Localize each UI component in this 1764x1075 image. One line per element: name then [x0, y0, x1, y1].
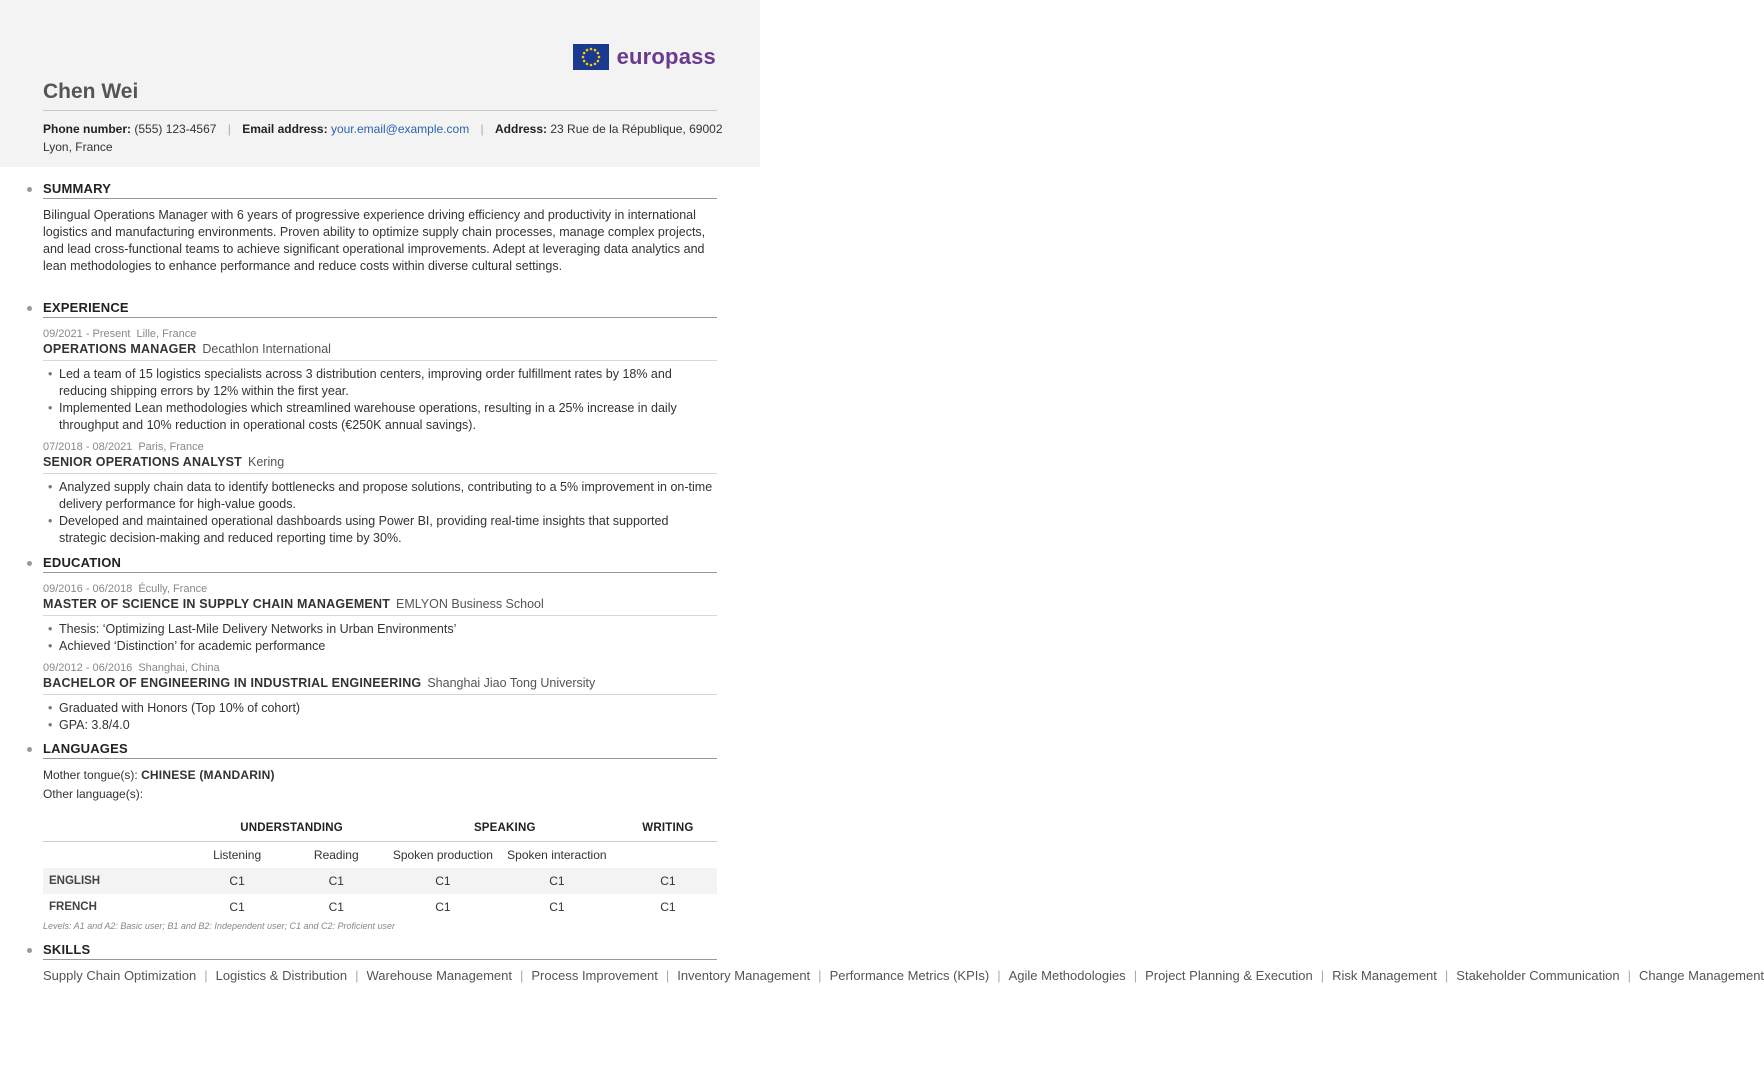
section-bullet: [27, 561, 32, 566]
section-divider: [43, 198, 717, 199]
school: Shanghai Jiao Tong University: [427, 676, 596, 690]
table-subheader-empty: [43, 842, 192, 869]
education-title: EDUCATION: [43, 555, 122, 570]
column-group-speaking: SPEAKING: [391, 815, 619, 842]
degree: BACHELOR OF ENGINEERING IN INDUSTRIAL ENGINEERING: [43, 676, 422, 690]
education-location: Écully, France: [138, 583, 208, 595]
skill-item: Supply Chain Optimization: [43, 968, 197, 983]
experience-title: EXPERIENCE: [43, 300, 129, 315]
education-dates: 09/2016 - 06/2018: [43, 583, 133, 595]
subheader-listening: Listening: [213, 848, 262, 862]
table-header-row: [43, 815, 717, 842]
level-cell: C1: [391, 868, 495, 894]
skill-item: Stakeholder Communication: [1456, 968, 1620, 983]
job-location: Paris, France: [138, 441, 204, 453]
separator: |: [1627, 968, 1631, 983]
levels-note: Levels: A1 and A2: Basic user; B1 and B2: Independent user; C1 and C2: Proficient user: [43, 921, 396, 931]
mother-tongue-label: Mother tongue(s):: [43, 768, 138, 782]
education-bullets: [43, 621, 713, 655]
separator: |: [818, 968, 822, 983]
separator: |: [1320, 968, 1325, 983]
contact-info: [43, 120, 723, 156]
skills-list: [43, 966, 1764, 985]
level-cell: C1: [229, 900, 245, 914]
eu-flag-icon: [573, 44, 609, 70]
language-name: ENGLISH: [43, 868, 192, 894]
list-item: • Achieved ‘Distinction’ for academic performance: [43, 638, 713, 655]
job-location: Lille, France: [136, 328, 197, 340]
job-dates: 07/2018 - 08/2021: [43, 441, 133, 453]
education-location: Shanghai, China: [138, 662, 220, 674]
education-meta: [43, 662, 220, 674]
other-languages-label: Other language(s):: [43, 787, 144, 801]
level-cell: C1: [328, 900, 344, 914]
section-divider: [43, 959, 717, 960]
europass-logo: [573, 44, 716, 70]
job-heading: [43, 455, 284, 469]
level-cell: C1: [192, 868, 281, 894]
language-name: FRENCH: [49, 901, 97, 913]
skill-item: Project Planning & Execution: [1145, 968, 1313, 983]
separator: |: [355, 968, 359, 983]
education-heading: [43, 676, 595, 690]
language-table: [43, 815, 717, 920]
column-group-understanding: UNDERSTANDING: [192, 815, 390, 842]
list-item: • Led a team of 15 logistics specialists across 3 distribution centers, improving order fulfillment rates by 18% and reducing shipping errors by 12% within the first year.: [43, 366, 713, 400]
skill-item: Change Management: [1639, 968, 1764, 983]
mother-tongue: [43, 768, 275, 782]
address-line1: 23 Rue de la République, 69002: [550, 122, 723, 136]
skills-title: SKILLS: [43, 942, 91, 957]
separator: |: [997, 968, 1001, 983]
section-bullet: [27, 187, 32, 192]
skill-item: Inventory Management: [677, 968, 811, 983]
job-dates: 09/2021 - Present: [43, 328, 131, 340]
skill-item: Logistics & Distribution: [215, 968, 348, 983]
section-bullet: [27, 747, 32, 752]
table-header-empty: [43, 815, 192, 842]
separator: |: [665, 968, 670, 983]
level-cell: C1: [282, 868, 391, 894]
list-item: • Graduated with Honors (Top 10% of cohort): [43, 700, 713, 717]
summary-text: Bilingual Operations Manager with 6 years of progressive experience driving efficiency and productivity in international logistics and manufacturing environments. Proven ability to optimize supply chain processes, manage complex projects, and lead cross-functional teams to achieve significant operational improvements. Adept at leveraging data analytics and lean methodologies to enhance performance and reduce costs within diverse cultural settings.: [43, 208, 706, 273]
table-row: [43, 894, 717, 920]
person-name: Chen Wei: [43, 80, 139, 103]
list-item: • Developed and maintained operational dashboards using Power BI, providing real-time insights that supported strategic decision-making and reduced reporting time by 30%.: [43, 513, 713, 547]
phone-value: (555) 123-4567: [134, 122, 217, 136]
item-divider: [43, 473, 717, 474]
job-org: Decathlon International: [202, 342, 331, 356]
header-divider: [43, 110, 717, 111]
summary-title: SUMMARY: [43, 181, 112, 196]
email-label: Email address:: [242, 122, 328, 136]
separator: |: [204, 968, 208, 983]
table-subheader-empty: [619, 842, 717, 869]
skill-item: Process Improvement: [531, 968, 658, 983]
education-heading: [43, 597, 544, 611]
level-cell: C1: [495, 868, 619, 894]
level-cell: C1: [435, 900, 451, 914]
mother-tongue-value: CHINESE (MANDARIN): [141, 768, 275, 782]
table-row: [43, 868, 717, 894]
column-group-writing: WRITING: [619, 815, 717, 842]
education-dates: 09/2012 - 06/2016: [43, 662, 133, 674]
address-label: Address:: [495, 122, 548, 136]
section-divider: [43, 317, 717, 318]
level-cell: C1: [549, 900, 565, 914]
separator: |: [480, 122, 484, 136]
education-meta: [43, 583, 207, 595]
education-bullets: [43, 700, 713, 734]
list-item: • Analyzed supply chain data to identify bottlenecks and propose solutions, contributing to a 5% improvement in on-time delivery performance for high-value goods.: [43, 479, 713, 513]
job-role: OPERATIONS MANAGER: [43, 342, 197, 356]
separator: |: [227, 122, 231, 136]
subheader-spoken-production: Spoken production: [392, 848, 493, 862]
separator: |: [1133, 968, 1138, 983]
skill-item: Agile Methodologies: [1008, 968, 1126, 983]
separator: |: [519, 968, 524, 983]
list-item: • Thesis: ‘Optimizing Last-Mile Delivery Networks in Urban Environments’: [43, 621, 713, 638]
table-subheader-row: [43, 842, 717, 869]
languages-title: LANGUAGES: [43, 741, 128, 756]
skill-item: Warehouse Management: [366, 968, 512, 983]
job-bullets: [43, 366, 713, 434]
subheader-reading: Reading: [313, 848, 359, 862]
skill-item: Performance Metrics (KPIs): [829, 968, 990, 983]
section-bullet: [27, 306, 32, 311]
job-bullets: [43, 479, 713, 547]
separator: |: [1444, 968, 1449, 983]
level-cell: C1: [660, 900, 676, 914]
address-line2: Lyon, France: [43, 140, 113, 154]
phone-label: Phone number:: [43, 122, 132, 136]
subheader-spoken-interaction: Spoken interaction: [507, 848, 607, 862]
job-role: SENIOR OPERATIONS ANALYST: [43, 455, 243, 469]
level-cell: C1: [619, 868, 717, 894]
section-divider: [43, 572, 717, 573]
list-item: • GPA: 3.8/4.0: [43, 717, 713, 734]
job-meta: [43, 328, 196, 340]
job-org: Kering: [248, 455, 285, 469]
item-divider: [43, 360, 717, 361]
item-divider: [43, 615, 717, 616]
item-divider: [43, 694, 717, 695]
logo-text: europass: [616, 44, 716, 69]
degree: MASTER OF SCIENCE IN SUPPLY CHAIN MANAGEMENT: [43, 597, 391, 611]
school: EMLYON Business School: [396, 597, 544, 611]
skill-item: Risk Management: [1332, 968, 1437, 983]
email-link[interactable]: your.email@example.com: [330, 122, 470, 136]
job-meta: [43, 441, 204, 453]
job-heading: [43, 342, 331, 356]
section-divider: [43, 758, 717, 759]
list-item: • Implemented Lean methodologies which streamlined warehouse operations, resulting in a 25% increase in daily throughput and 10% reduction in operational costs (€250K annual savings).: [43, 400, 713, 434]
section-bullet: [27, 948, 32, 953]
